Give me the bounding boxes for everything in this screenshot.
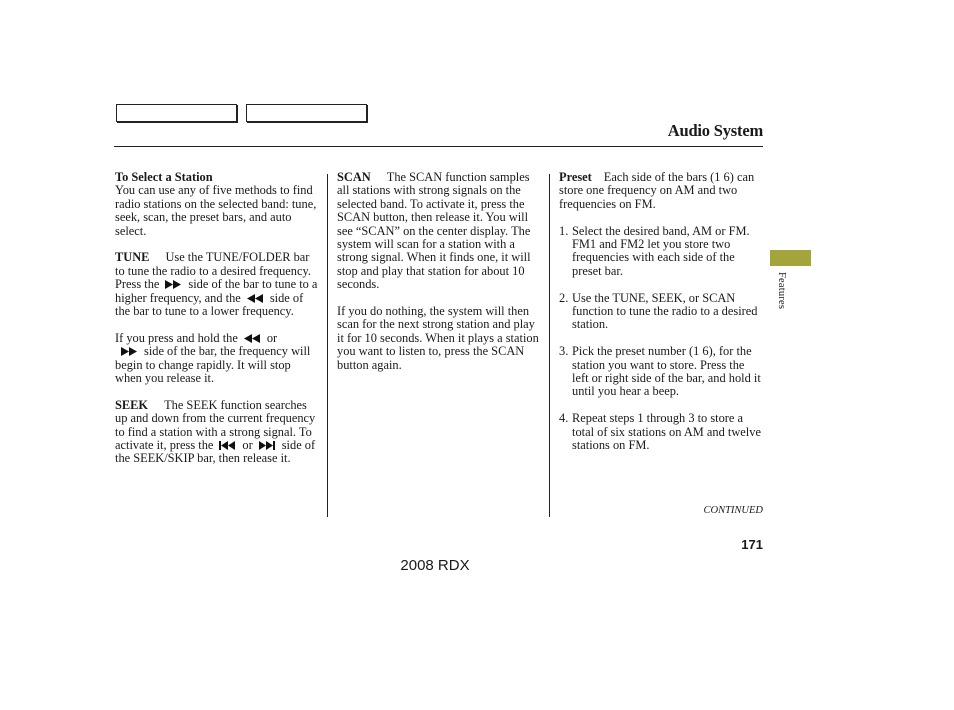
scan-nothing-paragraph: If you do nothing, the system will then scan for the next strong station and play it for 10 seconds. When it plays a station you want to listen to, press the SCAN button again. xyxy=(337,304,539,372)
column-select-station xyxy=(115,171,318,479)
skip-back-icon xyxy=(219,441,236,450)
hold-paragraph xyxy=(115,332,318,386)
fast-forward-icon xyxy=(165,280,182,289)
step-number: 4. xyxy=(559,411,569,426)
preset-steps xyxy=(559,225,763,453)
select-station-heading: To Select a Station xyxy=(115,170,213,184)
rewind-icon xyxy=(247,294,264,303)
step-text: Repeat steps 1 through 3 to store a total of six stations on AM and twelve stations on FM. xyxy=(572,411,761,453)
select-station-paragraph xyxy=(115,171,318,238)
nav-button-1[interactable] xyxy=(116,104,237,122)
nav-button-2[interactable] xyxy=(246,104,367,122)
step-number: 1. xyxy=(559,223,569,238)
step-number: 2. xyxy=(559,290,569,305)
skip-forward-icon xyxy=(259,441,276,450)
scan-paragraph xyxy=(337,171,540,292)
seek-text: The SEEK function searches up and down from the current frequency to find a station with a strong signal. To activate it, press the xyxy=(115,397,316,453)
hold-text: side of the bar, the frequency will begin to change rapidly. It will stop when you release it. xyxy=(115,344,311,386)
seek-text: side of the SEEK/SKIP bar, then release it. xyxy=(115,438,316,466)
select-station-intro: You can use any of five methods to find radio stations on the selected band: tune, seek, scan, the preset bars, and auto select. xyxy=(115,183,317,238)
hold-or: or xyxy=(266,330,278,345)
seek-or: or xyxy=(242,438,253,453)
section-title: Audio System xyxy=(667,121,763,140)
column-scan xyxy=(337,171,540,385)
tune-text: side of the bar to tune to a higher frequency, and the xyxy=(115,277,318,305)
step-text: Use the TUNE, SEEK, or SCAN function to tune the radio to a desired station. xyxy=(572,290,758,332)
page-number: 171 xyxy=(741,537,763,552)
step-text: Pick the preset number (1 6), for the station you want to store. Press the left or right side of the bar, and hold it until you hear a beep. xyxy=(572,344,761,399)
preset-label: Preset xyxy=(559,170,592,184)
tune-text: side of the bar to tune to a lower frequency. xyxy=(115,290,304,319)
tune-text: Use the TUNE/FOLDER bar to tune the radio to a desired frequency. Press the xyxy=(115,250,311,292)
preset-paragraph xyxy=(559,171,763,211)
scan-label: SCAN xyxy=(337,170,371,184)
list-item xyxy=(559,345,763,399)
continued-note: CONTINUED xyxy=(703,505,763,516)
step-number: 3. xyxy=(559,344,569,359)
section-tab[interactable] xyxy=(770,250,811,266)
column-divider xyxy=(327,174,328,517)
column-divider xyxy=(549,174,550,517)
seek-label: SEEK xyxy=(115,397,149,412)
seek-paragraph xyxy=(115,399,318,466)
model-label: 2008 RDX xyxy=(400,557,470,574)
rewind-icon xyxy=(244,334,261,343)
hold-text: If you press and hold the xyxy=(115,330,238,345)
step-text: Select the desired band, AM or FM. FM1 and FM2 let you store two frequencies with each side of the preset bar. xyxy=(572,223,750,278)
list-item xyxy=(559,225,763,279)
fast-forward-icon xyxy=(121,347,138,356)
scan-text: The SCAN function samples all stations with strong signals on the selected band. To activate it, press the SCAN button, then release it. You will see “SCAN” on the center display. The system will scan for a station with a strong signal. When it finds one, it will stop and play that station for about 10 seconds. xyxy=(337,170,531,292)
column-preset xyxy=(559,171,763,466)
tune-label: TUNE xyxy=(115,250,150,265)
list-item xyxy=(559,412,763,452)
tune-paragraph xyxy=(115,251,318,318)
section-tab-label: Features xyxy=(776,272,787,310)
list-item xyxy=(559,292,763,332)
title-rule xyxy=(114,146,763,147)
preset-text: Each side of the bars (1 6) can store one frequency on AM and two frequencies on FM. xyxy=(559,170,755,211)
